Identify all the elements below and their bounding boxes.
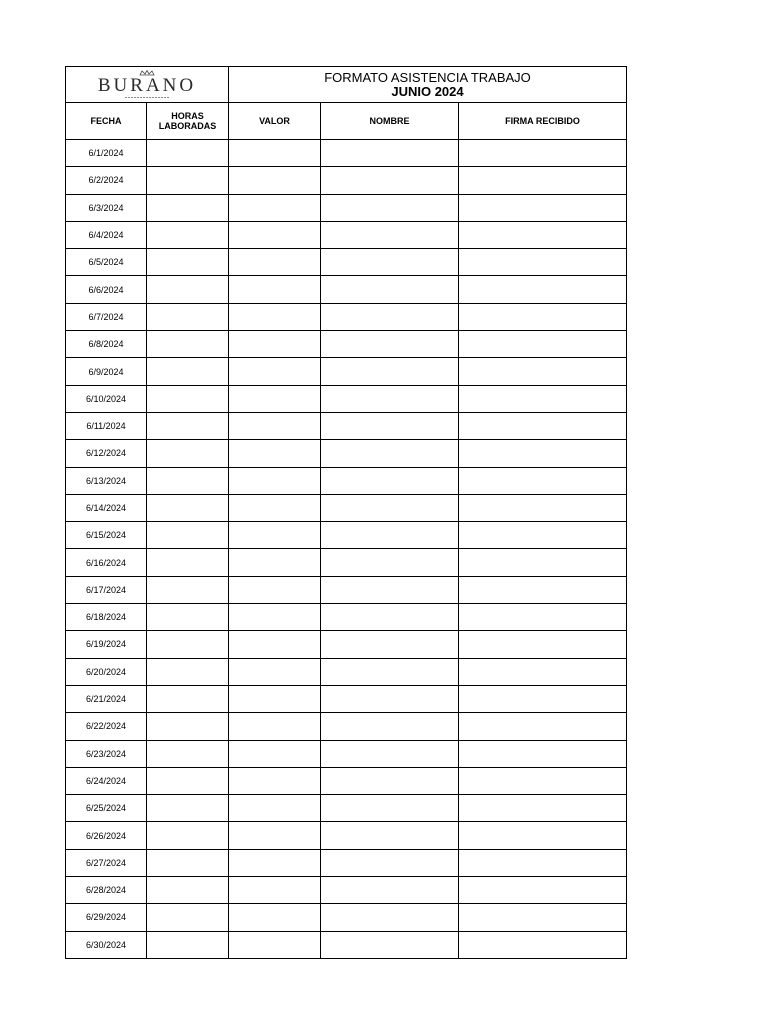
- cell-fecha: 6/30/2024: [66, 931, 147, 958]
- cell-nombre[interactable]: [321, 576, 459, 603]
- cell-nombre[interactable]: [321, 331, 459, 358]
- cell-valor[interactable]: [229, 931, 321, 958]
- table-row: [66, 303, 627, 330]
- cell-valor[interactable]: [229, 303, 321, 330]
- form-title-line1: FORMATO ASISTENCIA TRABAJO: [324, 69, 531, 85]
- cell-horas[interactable]: [147, 549, 229, 576]
- cell-horas[interactable]: [147, 713, 229, 740]
- table-row: [66, 631, 627, 658]
- cell-nombre[interactable]: [321, 412, 459, 439]
- cell-valor[interactable]: [229, 767, 321, 794]
- cell-fecha: 6/28/2024: [66, 877, 147, 904]
- cell-fecha: 6/15/2024: [66, 522, 147, 549]
- cell-firma[interactable]: [459, 904, 627, 931]
- cell-valor[interactable]: [229, 795, 321, 822]
- cell-horas[interactable]: [147, 276, 229, 303]
- cell-valor[interactable]: [229, 631, 321, 658]
- cell-firma[interactable]: [459, 795, 627, 822]
- table-row: [66, 576, 627, 603]
- col-header-fecha: FECHA: [66, 103, 147, 140]
- cell-nombre[interactable]: [321, 522, 459, 549]
- col-header-horas-line1: HORAS: [171, 111, 204, 121]
- cell-fecha: 6/12/2024: [66, 440, 147, 467]
- table-row: [66, 740, 627, 767]
- cell-firma[interactable]: [459, 412, 627, 439]
- cell-horas[interactable]: [147, 631, 229, 658]
- table-row: [66, 494, 627, 521]
- cell-horas[interactable]: [147, 194, 229, 221]
- cell-fecha: 6/5/2024: [66, 249, 147, 276]
- cell-horas[interactable]: [147, 331, 229, 358]
- table-row: [66, 767, 627, 794]
- cell-nombre[interactable]: [321, 249, 459, 276]
- cell-valor[interactable]: [229, 358, 321, 385]
- cell-fecha: 6/3/2024: [66, 194, 147, 221]
- table-row: [66, 358, 627, 385]
- col-header-valor: VALOR: [229, 103, 321, 140]
- table-row: [66, 904, 627, 931]
- cell-fecha: 6/19/2024: [66, 631, 147, 658]
- cell-valor[interactable]: [229, 494, 321, 521]
- cell-horas[interactable]: [147, 140, 229, 167]
- cell-valor[interactable]: [229, 276, 321, 303]
- cell-nombre[interactable]: [321, 795, 459, 822]
- brand-logo: [66, 70, 228, 100]
- attendance-sheet: [65, 66, 627, 959]
- cell-valor[interactable]: [229, 904, 321, 931]
- cell-fecha: 6/26/2024: [66, 822, 147, 849]
- cell-nombre[interactable]: [321, 440, 459, 467]
- cell-firma[interactable]: [459, 358, 627, 385]
- cell-fecha: 6/6/2024: [66, 276, 147, 303]
- cell-nombre[interactable]: [321, 167, 459, 194]
- cell-firma[interactable]: [459, 549, 627, 576]
- cell-valor[interactable]: [229, 549, 321, 576]
- cell-nombre[interactable]: [321, 194, 459, 221]
- table-row: [66, 685, 627, 712]
- cell-horas[interactable]: [147, 685, 229, 712]
- cell-firma[interactable]: [459, 194, 627, 221]
- cell-nombre[interactable]: [321, 140, 459, 167]
- cell-nombre[interactable]: [321, 549, 459, 576]
- cell-fecha: 6/22/2024: [66, 713, 147, 740]
- cell-firma[interactable]: [459, 849, 627, 876]
- cell-valor[interactable]: [229, 167, 321, 194]
- logo-wordmark: BURANO: [97, 74, 197, 96]
- column-header-row: [66, 103, 627, 140]
- cell-fecha: 6/14/2024: [66, 494, 147, 521]
- cell-fecha: 6/25/2024: [66, 795, 147, 822]
- table-row: [66, 167, 627, 194]
- cell-horas[interactable]: [147, 440, 229, 467]
- cell-horas[interactable]: [147, 767, 229, 794]
- cell-fecha: 6/9/2024: [66, 358, 147, 385]
- cell-firma[interactable]: [459, 822, 627, 849]
- cell-valor[interactable]: [229, 877, 321, 904]
- cell-horas[interactable]: [147, 494, 229, 521]
- cell-nombre[interactable]: [321, 604, 459, 631]
- cell-firma[interactable]: [459, 385, 627, 412]
- cell-fecha: 6/17/2024: [66, 576, 147, 603]
- col-header-horas-line2: LABORADAS: [158, 121, 217, 131]
- cell-firma[interactable]: [459, 877, 627, 904]
- cell-nombre[interactable]: [321, 767, 459, 794]
- cell-valor[interactable]: [229, 658, 321, 685]
- cell-nombre[interactable]: [321, 221, 459, 248]
- cell-horas[interactable]: [147, 658, 229, 685]
- cell-horas[interactable]: [147, 522, 229, 549]
- cell-horas[interactable]: [147, 385, 229, 412]
- cell-fecha: 6/10/2024: [66, 385, 147, 412]
- cell-valor[interactable]: [229, 467, 321, 494]
- table-row: [66, 467, 627, 494]
- cell-valor[interactable]: [229, 140, 321, 167]
- cell-fecha: 6/20/2024: [66, 658, 147, 685]
- cell-fecha: 6/13/2024: [66, 467, 147, 494]
- table-row: [66, 877, 627, 904]
- table-row: [66, 658, 627, 685]
- table-row: [66, 604, 627, 631]
- cell-firma[interactable]: [459, 604, 627, 631]
- col-header-nombre: NOMBRE: [321, 103, 459, 140]
- cell-nombre[interactable]: [321, 713, 459, 740]
- table-row: [66, 795, 627, 822]
- header-row: [66, 67, 627, 103]
- cell-horas[interactable]: [147, 822, 229, 849]
- logo-cell: [66, 67, 229, 103]
- cell-fecha: 6/1/2024: [66, 140, 147, 167]
- cell-nombre[interactable]: [321, 276, 459, 303]
- cell-fecha: 6/8/2024: [66, 331, 147, 358]
- cell-firma[interactable]: [459, 576, 627, 603]
- cell-horas[interactable]: [147, 467, 229, 494]
- table-row: [66, 849, 627, 876]
- cell-firma[interactable]: [459, 931, 627, 958]
- cell-firma[interactable]: [459, 276, 627, 303]
- table-row: [66, 249, 627, 276]
- cell-valor[interactable]: [229, 822, 321, 849]
- cell-fecha: 6/4/2024: [66, 221, 147, 248]
- logo-tagline: [125, 96, 169, 100]
- cell-firma[interactable]: [459, 767, 627, 794]
- cell-nombre[interactable]: [321, 931, 459, 958]
- table-row: [66, 522, 627, 549]
- cell-firma[interactable]: [459, 249, 627, 276]
- cell-firma[interactable]: [459, 740, 627, 767]
- cell-fecha: 6/11/2024: [66, 412, 147, 439]
- cell-horas[interactable]: [147, 221, 229, 248]
- cell-nombre[interactable]: [321, 467, 459, 494]
- col-header-horas: [147, 103, 229, 140]
- cell-nombre[interactable]: [321, 658, 459, 685]
- cell-valor[interactable]: [229, 331, 321, 358]
- cell-valor[interactable]: [229, 849, 321, 876]
- cell-valor[interactable]: [229, 440, 321, 467]
- cell-firma[interactable]: [459, 658, 627, 685]
- col-header-firma: FIRMA RECIBIDO: [459, 103, 627, 140]
- table-row: [66, 549, 627, 576]
- cell-horas[interactable]: [147, 904, 229, 931]
- cell-horas[interactable]: [147, 576, 229, 603]
- cell-nombre[interactable]: [321, 849, 459, 876]
- cell-horas[interactable]: [147, 740, 229, 767]
- table-row: [66, 713, 627, 740]
- cell-valor[interactable]: [229, 194, 321, 221]
- cell-nombre[interactable]: [321, 685, 459, 712]
- form-title-month: JUNIO 2024: [391, 83, 464, 99]
- table-row: [66, 194, 627, 221]
- cell-valor[interactable]: [229, 576, 321, 603]
- cell-firma[interactable]: [459, 631, 627, 658]
- cell-fecha: 6/18/2024: [66, 604, 147, 631]
- cell-horas[interactable]: [147, 877, 229, 904]
- cell-nombre[interactable]: [321, 385, 459, 412]
- cell-firma[interactable]: [459, 221, 627, 248]
- cell-valor[interactable]: [229, 522, 321, 549]
- cell-horas[interactable]: [147, 604, 229, 631]
- cell-firma[interactable]: [459, 440, 627, 467]
- cell-nombre[interactable]: [321, 822, 459, 849]
- cell-fecha: 6/2/2024: [66, 167, 147, 194]
- cell-valor[interactable]: [229, 249, 321, 276]
- cell-horas[interactable]: [147, 358, 229, 385]
- table-row: [66, 221, 627, 248]
- cell-nombre[interactable]: [321, 904, 459, 931]
- cell-nombre[interactable]: [321, 877, 459, 904]
- cell-fecha: 6/23/2024: [66, 740, 147, 767]
- cell-firma[interactable]: [459, 140, 627, 167]
- cell-firma[interactable]: [459, 685, 627, 712]
- cell-firma[interactable]: [459, 522, 627, 549]
- table-row: [66, 276, 627, 303]
- cell-horas[interactable]: [147, 795, 229, 822]
- cell-horas[interactable]: [147, 931, 229, 958]
- cell-fecha: 6/7/2024: [66, 303, 147, 330]
- cell-firma[interactable]: [459, 167, 627, 194]
- table-row: [66, 331, 627, 358]
- cell-nombre[interactable]: [321, 303, 459, 330]
- form-title: [229, 67, 627, 103]
- cell-nombre[interactable]: [321, 740, 459, 767]
- cell-firma[interactable]: [459, 713, 627, 740]
- table-row: [66, 822, 627, 849]
- cell-horas[interactable]: [147, 412, 229, 439]
- cell-firma[interactable]: [459, 494, 627, 521]
- cell-firma[interactable]: [459, 331, 627, 358]
- cell-horas[interactable]: [147, 249, 229, 276]
- cell-valor[interactable]: [229, 385, 321, 412]
- cell-valor[interactable]: [229, 412, 321, 439]
- cell-valor[interactable]: [229, 221, 321, 248]
- table-row: [66, 385, 627, 412]
- cell-valor[interactable]: [229, 713, 321, 740]
- cell-fecha: 6/21/2024: [66, 685, 147, 712]
- cell-firma[interactable]: [459, 467, 627, 494]
- cell-fecha: 6/29/2024: [66, 904, 147, 931]
- cell-valor[interactable]: [229, 740, 321, 767]
- cell-valor[interactable]: [229, 685, 321, 712]
- table-row: [66, 140, 627, 167]
- cell-fecha: 6/16/2024: [66, 549, 147, 576]
- cell-horas[interactable]: [147, 303, 229, 330]
- cell-valor[interactable]: [229, 604, 321, 631]
- cell-fecha: 6/24/2024: [66, 767, 147, 794]
- table-row: [66, 412, 627, 439]
- cell-nombre[interactable]: [321, 494, 459, 521]
- cell-nombre[interactable]: [321, 358, 459, 385]
- table-row: [66, 440, 627, 467]
- cell-nombre[interactable]: [321, 631, 459, 658]
- cell-horas[interactable]: [147, 167, 229, 194]
- table-row: [66, 931, 627, 958]
- cell-fecha: 6/27/2024: [66, 849, 147, 876]
- cell-horas[interactable]: [147, 849, 229, 876]
- cell-firma[interactable]: [459, 303, 627, 330]
